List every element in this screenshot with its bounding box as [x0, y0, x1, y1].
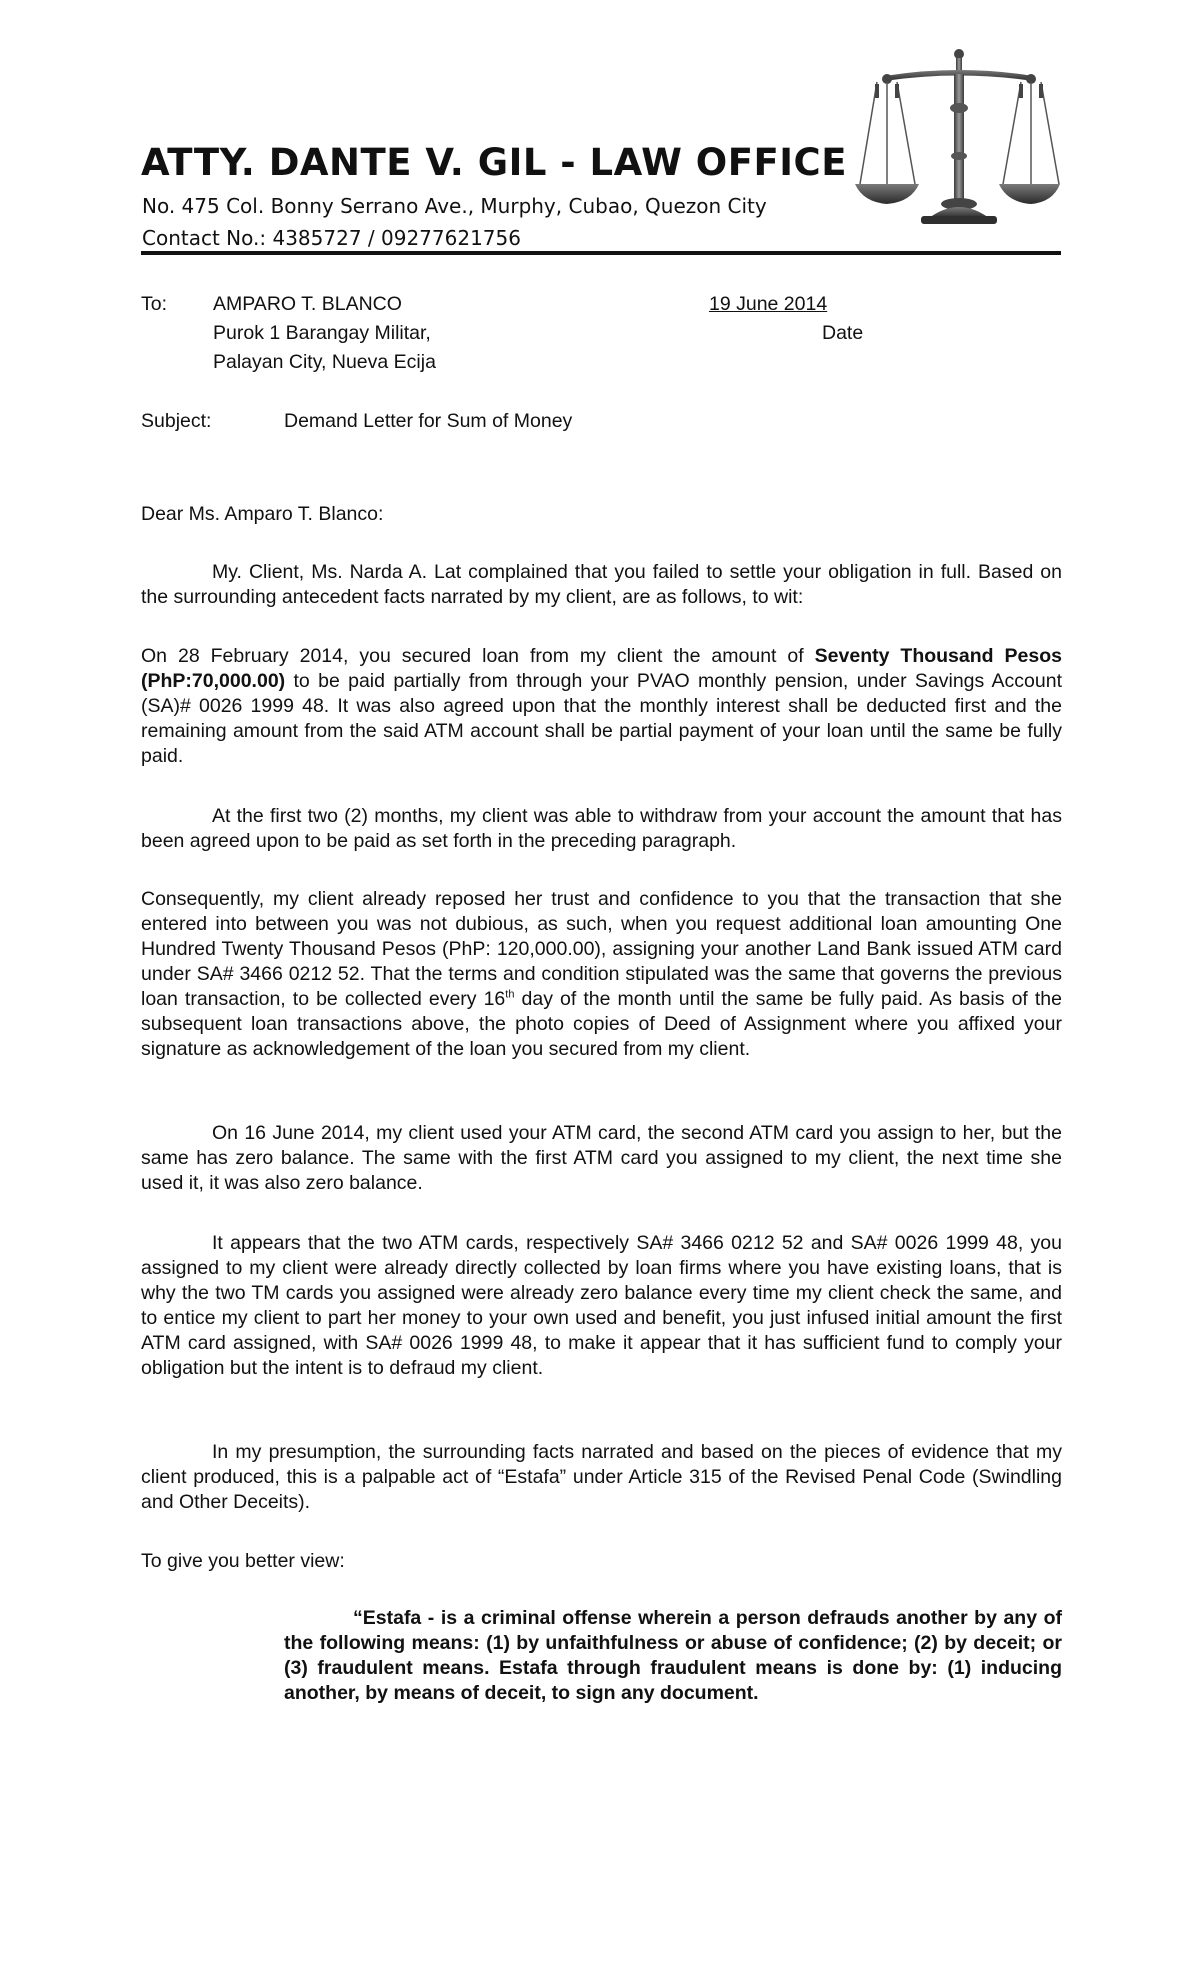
- p2-end: to be paid partially from through your PVAO monthly pension, under Savings Account (SA)# 0026 1999 48. It was also agreed upon that the monthly interest shall be deducted first and the remaining amount from the said ATM account shall be partial payment of your loan until the same be fully paid.: [141, 670, 1062, 767]
- p4-end: day of the month until the same be fully paid. As basis of the subsequent loan transactions above, the photo copies of Deed of Assignment where you affixed your signature as acknowledgement of the loan you secured from my client.: [141, 988, 1062, 1060]
- p2-start: On 28 February 2014, you secured loan from my client the amount of: [141, 645, 815, 667]
- salutation: Dear Ms. Amparo T. Blanco:: [141, 503, 384, 525]
- scales-of-justice-icon: [855, 46, 1060, 236]
- recipient-name: AMPARO T. BLANCO: [213, 293, 402, 315]
- p4-superscript: th: [505, 988, 515, 1001]
- body-paragraph-7: In my presumption, the surrounding facts narrated and based on the pieces of evidence that my client produced, this is a palpable act of “Estafa” under Article 315 of the Revised Penal Code (Swindling and Other Deceits).: [141, 1441, 1062, 1513]
- office-address: No. 475 Col. Bonny Serrano Ave., Murphy, Cubao, Quezon City: [142, 194, 767, 218]
- body-paragraph-2: [141, 644, 1062, 769]
- body-paragraph-3: At the first two (2) months, my client was able to withdraw from your account the amount that has been agreed upon to be paid as set forth in the preceding paragraph.: [141, 805, 1062, 852]
- p4-start: Consequently, my client already reposed her trust and confidence to you that the transaction that she entered into between you was not dubious, as such, when you request additional loan amounting One Hundred Twenty Thousand Pesos (PhP: 120,000.00), assigning your another Land Bank issued ATM card under SA# 3466 0212 52. That the terms and condition stipulated was the same that governs the previous loan transaction, to be collected every 16: [141, 888, 1062, 1010]
- subject-label: Subject:: [141, 410, 212, 432]
- office-name: ATTY. DANTE V. GIL - LAW OFFICE: [141, 141, 847, 184]
- letter-date: 19 June 2014: [709, 293, 828, 315]
- recipient-address-line2: Palayan City, Nueva Ecija: [213, 351, 436, 373]
- office-contact: Contact No.: 4385727 / 09277621756: [142, 226, 521, 250]
- body-paragraph-1: My. Client, Ms. Narda A. Lat complained that you failed to settle your obligation in full. Based on the surrounding antecedent facts narrated by my client, are as follows, to wit:: [141, 561, 1062, 608]
- to-label: To:: [141, 293, 168, 315]
- header-rule: [141, 251, 1061, 255]
- body-paragraph-4: [141, 887, 1062, 1062]
- subject-text: Demand Letter for Sum of Money: [284, 410, 573, 432]
- estafa-definition-quote: “Estafa - is a criminal offense wherein a person defrauds another by any of the following means: (1) by unfaithfulness or abuse of confidence; (2) by deceit; or (3) fraudulent means. Estafa through fraudulent means is done by: (1) inducing another, by means of deceit, to sign any document.: [284, 1607, 1062, 1704]
- body-paragraph-5: On 16 June 2014, my client used your ATM card, the second ATM card you assign to her, but the same has zero balance. The same with the first ATM card you assigned to my client, the next time she used it, it was also zero balance.: [141, 1122, 1062, 1194]
- recipient-address-line1: Purok 1 Barangay Militar,: [213, 322, 431, 344]
- date-label: Date: [822, 322, 864, 344]
- loan-amount-bold: Seventy Thousand Pesos (PhP:70,000.00): [141, 645, 1062, 692]
- body-paragraph-8: To give you better view:: [141, 1550, 345, 1572]
- body-paragraph-6: It appears that the two ATM cards, respectively SA# 3466 0212 52 and SA# 0026 1999 48, you assigned to my client were already directly collected by loan firms where you have existing loans, that is why the two TM cards you assigned were already zero balance every time my client check the same, and to entice my client to part her money to your own used and benefit, you just infused initial amount the first ATM card assigned, with SA# 0026 1999 48, to make it appear that it has sufficient fund to comply your obligation but the intent is to defraud my client.: [141, 1232, 1062, 1379]
